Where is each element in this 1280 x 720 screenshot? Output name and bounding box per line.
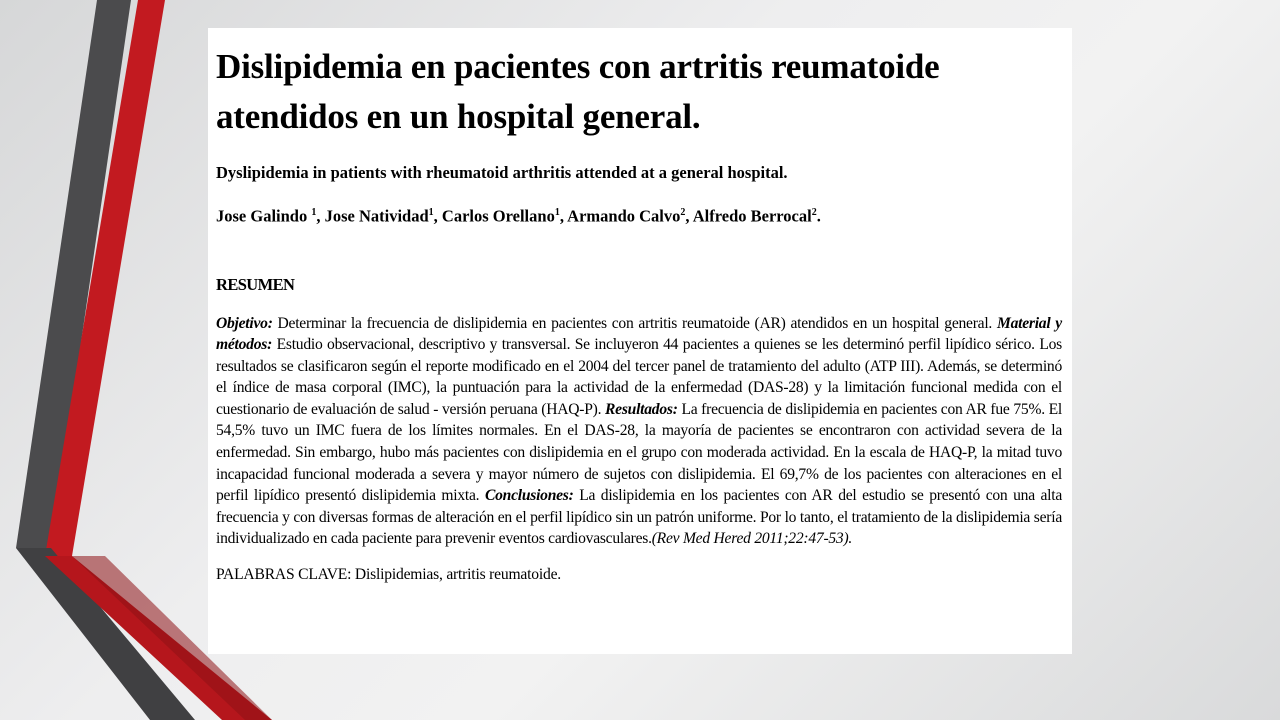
article-page [208,28,1072,654]
abstract-text [216,313,1062,551]
author-name: Alfredo Berrocal [692,206,812,226]
article-title: Dislipidemia en pacientes con artritis reumatoide atendidos en un hospital general. [216,47,940,136]
citation: (Rev Med Hered 2011;22:47-53). [651,530,853,548]
resultados-text: La frecuencia de dislipidemia en pacientes con AR fue 75%. El 54,5% tuvo un IMC fuera de los límites normales. En el DAS-28, la mayoría de pacientes se encontraron con actividad severa de la enfermedad. Sin embargo, hubo más pacientes con dislipidemia en el grupo con moderada actividad. En la escala de HAQ-P, la mitad tuvo incapacidad funcional moderada a severa y mayor número de sujetos con dislipidemia. El 69,7% de los pacientes con alteraciones en el perfil lipídico presentó dislipidemia mixta. [216,400,1062,505]
section-heading: RESUMEN [216,274,295,294]
author-affiliation: 1 [554,207,560,218]
author-affiliation: 2 [811,207,817,218]
author-name: Carlos Orellano [441,206,555,226]
author-name: Jose Galindo [216,206,312,226]
author-separator: . [816,206,821,226]
author-affiliation: 1 [428,207,434,218]
resultados-label: Resultados: [605,400,678,418]
author-name: Armando Calvo [567,206,681,226]
material-label: Material y métodos: [216,314,1062,354]
english-title: Dyslipidemia in patients with rheumatoid arthritis attended at a general hospital. [216,163,788,182]
author-separator: , [685,206,693,226]
author-separator: , [559,206,568,226]
material-text: Estudio observacional, descriptivo y transversal. Se incluyeron 44 pacientes a quienes se les determinó perfil lipídico sérico. Los resultados se clasificaron según el reporte modificado en el 2004 del tercer panel de tratamiento del adulto (ATP III). Además, se determinó el índice de masa corporal (IMC), la puntuación para la actividad de la enfermedad (DAS-28) y la limitación funcional medida con el cuestionario de evaluación de salud - versión peruana (HAQ-P). [216,336,1062,418]
keywords: PALABRAS CLAVE: Dislipidemias, artritis reumatoide. [216,566,561,584]
conclusiones-label: Conclusiones: [484,487,574,505]
conclusiones-text: La dislipidemia en los pacientes con AR del estudio se presentó con una alta frecuencia y con diversas formas de alteración en el perfil lipídico sin un patrón uniforme. Por lo tanto, el tratamiento de la dislipidemia sería individualizado en cada paciente para prevenir eventos cardiovasculares. [216,487,1063,548]
author-affiliation: 1 [311,207,317,218]
author-separator: , [316,206,325,226]
author-list [216,202,1062,228]
author-separator: , [433,206,442,226]
author-name: Jose Natividad [324,206,429,226]
objetivo-text: Determinar la frecuencia de dislipidemia en pacientes con artritis reumatoide (AR) atendidos en un hospital general. [272,314,997,332]
author-affiliation: 2 [680,207,686,218]
objetivo-label: Objetivo: [216,314,273,332]
